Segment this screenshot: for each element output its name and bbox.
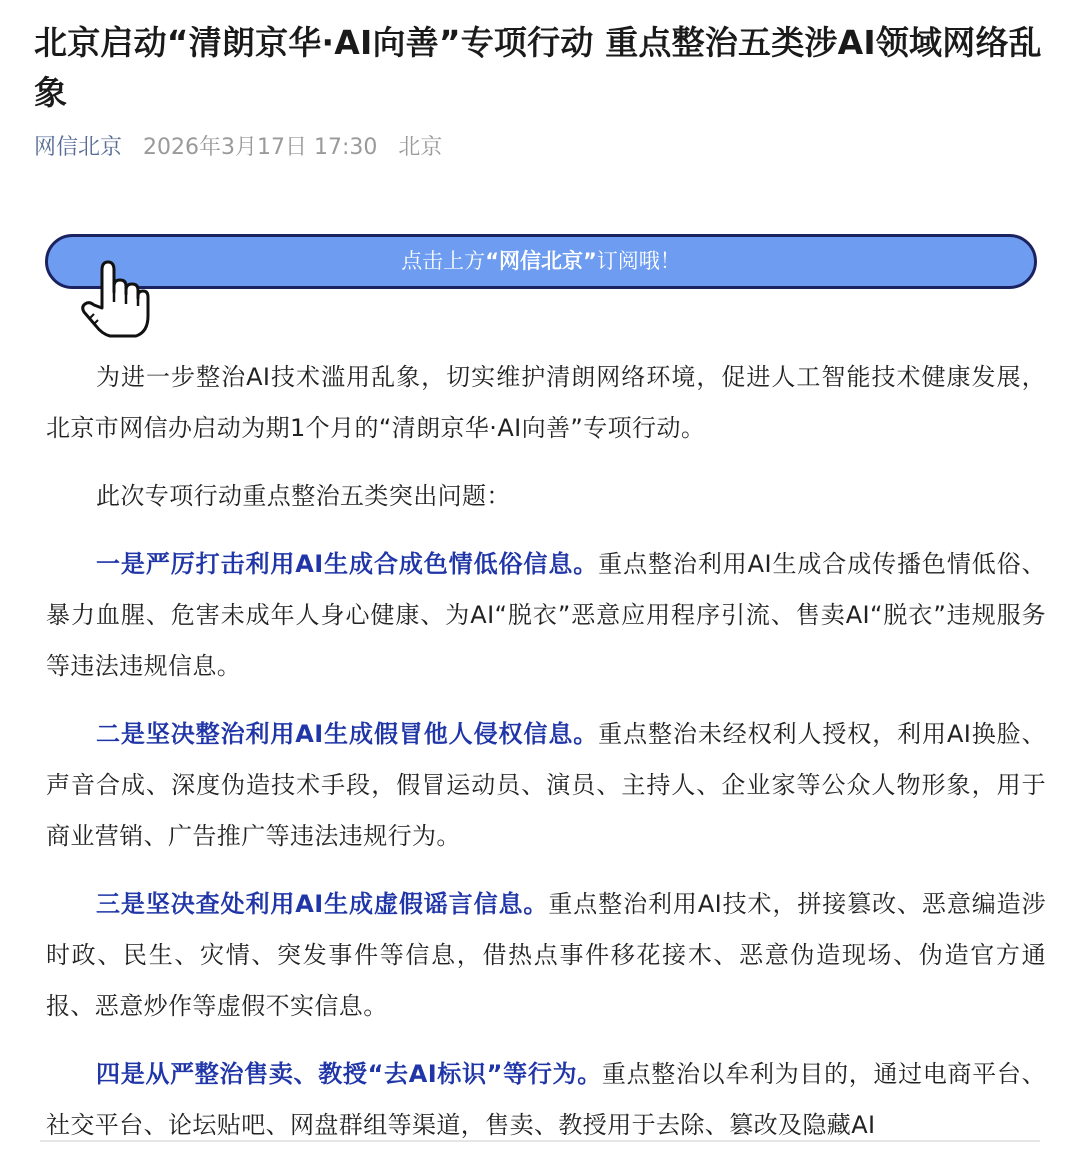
subscribe-suffix: 订阅哦！ xyxy=(596,249,681,273)
paragraph xyxy=(46,709,1046,862)
publish-location: 北京 xyxy=(398,135,443,160)
paragraph xyxy=(46,352,1046,454)
account-name-link[interactable]: 网信北京 xyxy=(34,135,123,160)
subscribe-account-name: “网信北京” xyxy=(485,249,597,273)
paragraph-text: 重点整治未经权利人授权，利用AI换脸、声音合成、深度伪造技术手段，假冒运动员、演员、主持人、企业家等公众人物形象，用于商业营销、广告推广等违法违规行为。 xyxy=(46,720,1046,850)
publish-time: 2026年3月17日 17:30 xyxy=(143,135,378,160)
paragraph-highlight: 四是从严整治售卖、教授“去AI标识”等行为。 xyxy=(96,1060,602,1088)
paragraph-highlight: 三是坚决查处利用AI生成虚假谣言信息。 xyxy=(96,890,549,918)
divider xyxy=(40,1140,1040,1142)
paragraph-text: 重点整治利用AI技术，拼接篡改、恶意编造涉时政、民生、灾情、突发事件等信息，借热点事件移花接木、恶意伪造现场、伪造官方通报、恶意炒作等虚假不实信息。 xyxy=(46,890,1046,1020)
paragraph-text: 此次专项行动重点整治五类突出问题： xyxy=(96,482,511,510)
article-title: 北京启动“清朗京华·AI向善”专项行动 重点整治五类涉AI领域网络乱象 xyxy=(34,23,1042,112)
paragraph-highlight: 二是坚决整治利用AI生成假冒他人侵权信息。 xyxy=(96,720,599,748)
hand-pointer-icon xyxy=(80,256,150,340)
subscribe-prefix: 点击上方 xyxy=(401,249,486,273)
paragraph xyxy=(46,879,1046,1032)
article-meta xyxy=(34,130,442,166)
paragraph-text: 重点整治以牟利为目的，通过电商平台、社交平台、论坛贴吧、网盘群组等渠道，售卖、教授用于去除、篡改及隐藏AI xyxy=(46,1060,1046,1139)
paragraph xyxy=(46,471,1046,522)
paragraph xyxy=(46,539,1046,692)
paragraph-text: 为进一步整治AI技术滥用乱象，切实维护清朗网络环境，促进人工智能技术健康发展，北京市网信办启动为期1个月的“清朗京华·AI向善”专项行动。 xyxy=(46,363,1046,442)
subscribe-banner[interactable] xyxy=(45,234,1037,289)
paragraph-text: 重点整治利用AI生成合成传播色情低俗、暴力血腥、危害未成年人身心健康、为AI“脱衣”恶意应用程序引流、售卖AI“脱衣”违规服务等违法违规信息。 xyxy=(46,550,1046,680)
article-body xyxy=(46,352,1046,1168)
paragraph-highlight: 一是严厉打击利用AI生成合成色情低俗信息。 xyxy=(96,550,599,578)
paragraph xyxy=(46,1049,1046,1151)
